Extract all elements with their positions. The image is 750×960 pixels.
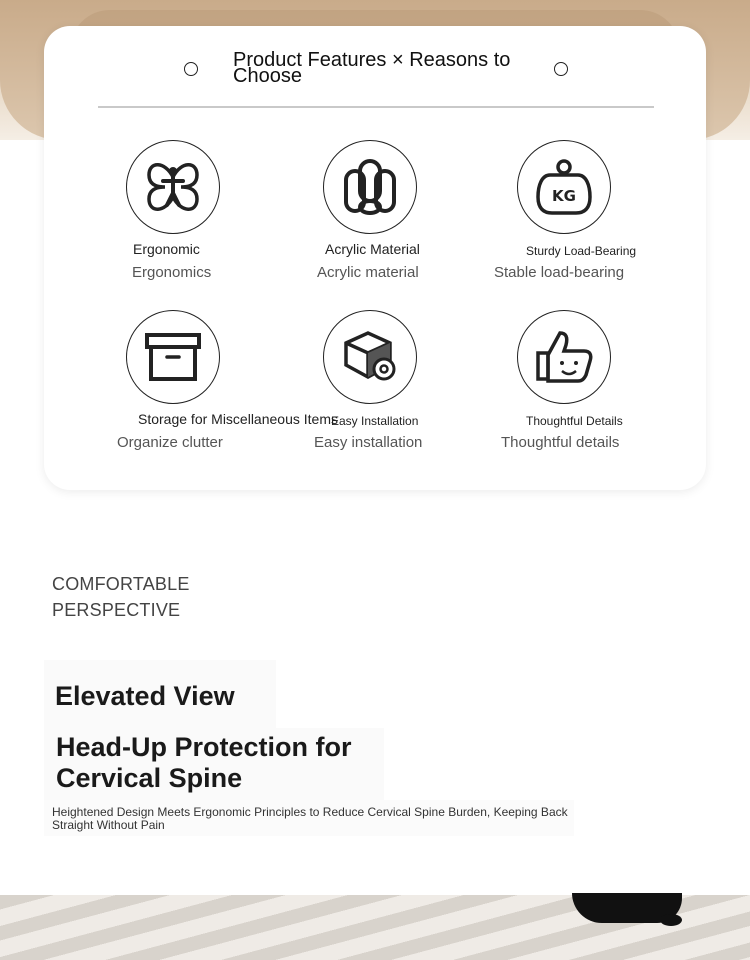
title-right-circle-icon bbox=[554, 62, 568, 76]
feature-label: Ergonomic bbox=[133, 241, 200, 257]
feature-label: Acrylic Material bbox=[325, 241, 420, 257]
feature-sub: Acrylic material bbox=[317, 264, 419, 281]
feature-label: Thoughtful Details bbox=[526, 414, 623, 428]
thumbs-up-icon bbox=[517, 310, 611, 404]
feature-load-bearing bbox=[494, 140, 737, 290]
box-gear-icon bbox=[323, 310, 417, 404]
card-title: Product Features × Reasons to Choose bbox=[233, 49, 511, 87]
section-subheading: Head-Up Protection for Cervical Spine bbox=[56, 732, 352, 793]
feature-storage bbox=[117, 310, 346, 460]
title-left-circle-icon bbox=[184, 62, 198, 76]
feature-ergonomic bbox=[126, 140, 346, 290]
feature-sub: Ergonomics bbox=[132, 264, 212, 281]
feature-label: Sturdy Load-Bearing bbox=[526, 244, 637, 258]
ergonomic-person-icon bbox=[126, 140, 220, 234]
feature-sub: Stable load-bearing bbox=[494, 264, 625, 281]
perspective-line: PERSPECTIVE bbox=[52, 600, 181, 620]
section-heading: Elevated View bbox=[55, 681, 235, 711]
feature-sub: Thoughtful details bbox=[501, 434, 620, 451]
storage-box-icon bbox=[126, 310, 220, 404]
features-card bbox=[44, 26, 706, 490]
feature-sub: Easy installation bbox=[314, 434, 423, 451]
bottom-dark-decor bbox=[660, 914, 682, 926]
acrylic-tubes-icon bbox=[323, 140, 417, 234]
svg-text:KG: KG bbox=[552, 187, 576, 205]
title-divider bbox=[98, 106, 654, 108]
perspective-line: COMFORTABLE bbox=[52, 574, 190, 594]
section-description: Heightened Design Meets Ergonomic Principles to Reduce Cervical Spine Burden, Keeping Back Straight Without Pain bbox=[52, 805, 568, 832]
card-title-row bbox=[44, 50, 706, 96]
kg-weight-icon bbox=[517, 140, 611, 234]
feature-sub: Organize clutter bbox=[117, 434, 223, 451]
feature-thoughtful bbox=[501, 310, 737, 460]
perspective-caption bbox=[52, 571, 190, 623]
feature-label: Easy Installation bbox=[331, 414, 419, 428]
feature-label: Storage for Miscellaneous Items bbox=[138, 411, 338, 427]
